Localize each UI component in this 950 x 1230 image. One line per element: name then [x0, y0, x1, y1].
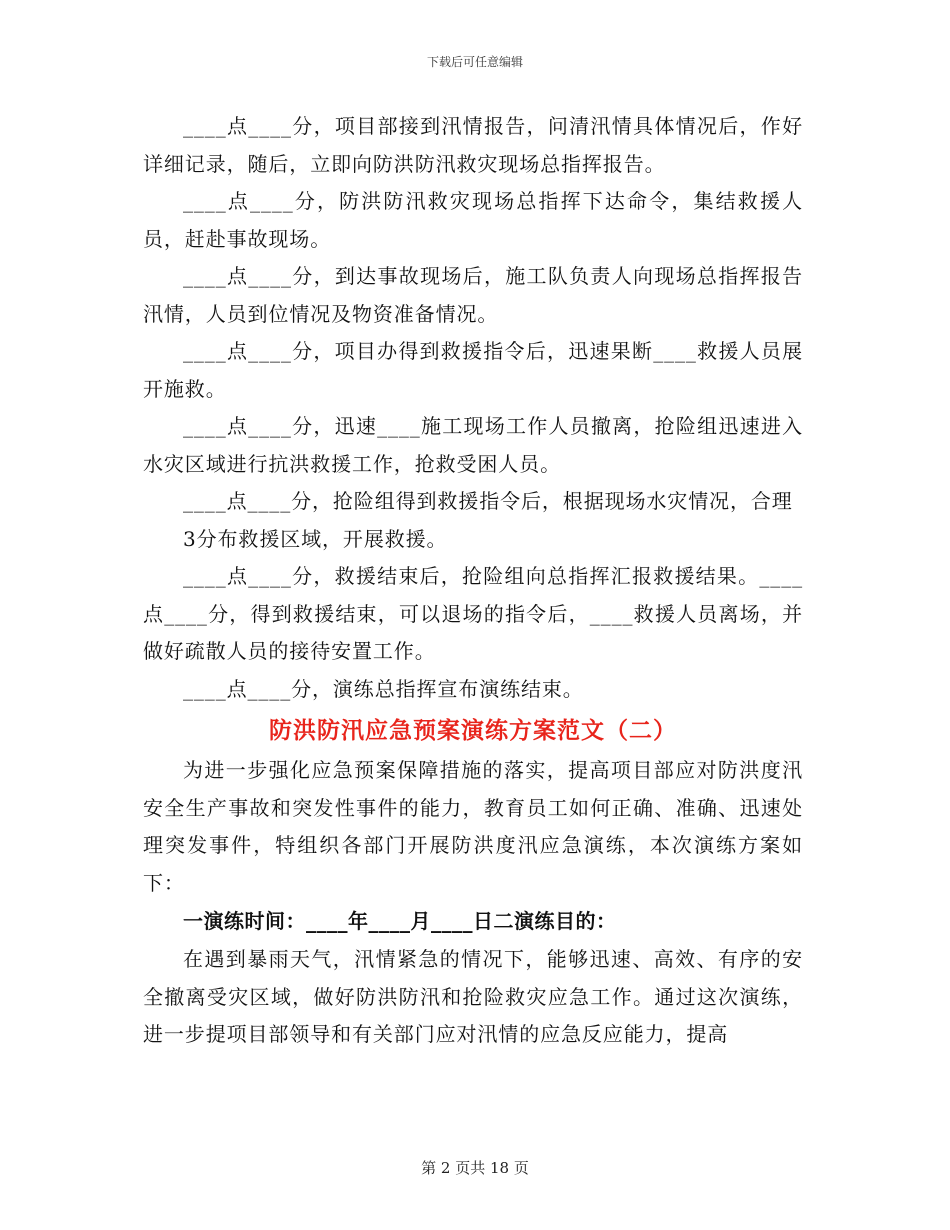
document-body — [143, 108, 803, 1054]
paragraph-arrive-scene: ____点____分，到达事故现场后，施工队负责人向现场总指挥报告汛情，人员到位情况及物资准备情况。 — [143, 264, 803, 326]
page-header: 下载后可任意编辑 — [426, 55, 523, 69]
paragraph-start-rescue: ____点____分，项目办得到救援指令后，迅速果断____救援人员展开施救。 — [143, 339, 803, 401]
paragraph-drill-end: ____点____分，演练总指挥宣布演练结束。 — [183, 676, 584, 701]
section-title: 防洪防汛应急预案演练方案范文（二） — [269, 718, 677, 744]
paragraph-distribute-areas: 3分布救援区域，开展救援。 — [183, 526, 448, 551]
paragraph-rescue-complete: ____点____分，救援结束后，抢险组向总指挥汇报救援结果。____点____分，得到救援结束，可以退场的指令后，____救援人员离场，并做好疏散人员的接待安置工作。 — [143, 564, 803, 663]
page-footer: 第 2 页共 18 页 — [421, 1159, 529, 1177]
paragraph-evacuate-workers: ____点____分，迅速____施工现场工作人员撤离，抢险组迅速进入水灾区域进行抗洪救援工作，抢救受困人员。 — [143, 414, 803, 476]
paragraph-rescue-instruction: ____点____分，抢险组得到救援指令后，根据现场水灾情况，合理 — [183, 489, 793, 513]
drill-time-heading: 一演练时间：____年____月____日二演练目的： — [183, 909, 617, 933]
paragraph-drill-purpose: 在遇到暴雨天气，汛情紧急的情况下，能够迅速、高效、有序的安全撤离受灾区域，做好防洪防汛和抢险救灾应急工作。通过这次演练，进一步提项目部领导和有关部门应对汛情的应急反应能力，提高 — [143, 947, 803, 1046]
paragraph-report-received: ____点____分，项目部接到汛情报告，问清汛情具体情况后，作好详细记录，随后，立即向防洪防汛救灾现场总指挥报告。 — [143, 114, 803, 176]
paragraph-intro: 为进一步强化应急预案保障措施的落实，提高项目部应对防洪度汛安全生产事故和突发性事件的能力，教育员工如何正确、准确、迅速处理突发事件，特组织各部门开展防洪度汛应急演练，本次演练方案如下： — [143, 758, 803, 895]
paragraph-assemble-rescuers: ____点____分，防洪防汛救灾现场总指挥下达命令，集结救援人员，赶赴事故现场。 — [143, 189, 803, 251]
